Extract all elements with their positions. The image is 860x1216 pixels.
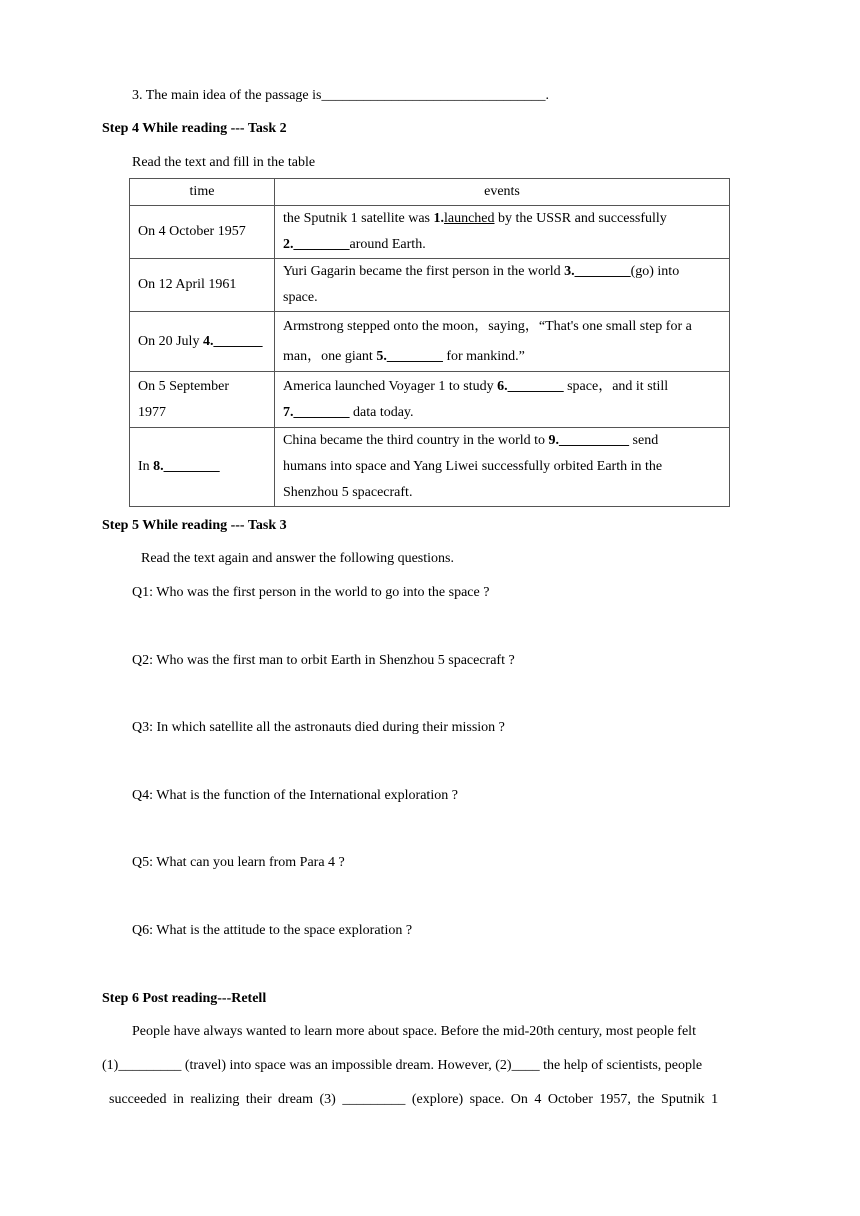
step5-instruction: Read the text again and answer the following questions. bbox=[141, 551, 454, 566]
event-text: Armstrong stepped onto the moon，saying，“That's one small step for a bbox=[283, 318, 692, 334]
blank-8[interactable]: 8.________ bbox=[153, 459, 220, 474]
event-text: data today. bbox=[349, 404, 414, 420]
header-events: events bbox=[275, 179, 730, 206]
blank-9[interactable]: 9.__________ bbox=[548, 433, 630, 448]
step4-instruction: Read the text and fill in the table bbox=[132, 155, 316, 170]
fill-in-table bbox=[129, 178, 730, 507]
blank-number: 1. bbox=[433, 211, 444, 226]
step6-heading: Step 6 Post reading---Retell bbox=[102, 991, 267, 1006]
table-row bbox=[130, 312, 730, 372]
event-text: send bbox=[629, 433, 659, 448]
time-text: On 5 September bbox=[138, 378, 229, 394]
event-text: space，and it still bbox=[563, 378, 669, 394]
retell-line-1: People have always wanted to learn more about space. Before the mid-20th century, most people felt bbox=[132, 1024, 696, 1039]
time-cell: On 4 October 1957 bbox=[130, 206, 275, 259]
question-q2: Q2: Who was the first man to orbit Earth in Shenzhou 5 spacecraft ? bbox=[132, 653, 515, 668]
step4-heading: Step 4 While reading --- Task 2 bbox=[102, 121, 287, 136]
blank-5[interactable]: 5.________ bbox=[376, 348, 443, 364]
event-text: by the USSR and successfully bbox=[494, 211, 667, 226]
retell-line-2: (1)_________ (travel) into space was an impossible dream. However, (2)____ the help of scientists, people bbox=[102, 1058, 703, 1073]
event-text: China became the third country in the world to bbox=[283, 433, 549, 448]
question-q6: Q6: What is the attitude to the space exploration ? bbox=[132, 923, 413, 938]
question-q1: Q1: Who was the first person in the world to go into the space ? bbox=[132, 585, 490, 600]
events-cell bbox=[275, 312, 730, 372]
time-text: 1977 bbox=[138, 404, 166, 420]
events-cell bbox=[275, 206, 730, 259]
time-text: In bbox=[138, 459, 154, 474]
event-text: man，one giant bbox=[283, 348, 377, 364]
question-q5: Q5: What can you learn from Para 4 ? bbox=[132, 855, 345, 870]
event-text: space. bbox=[283, 290, 318, 305]
retell-line-3: succeeded in realizing their dream (3) _________ (explore) space. On 4 October 1957, the Sputnik 1 bbox=[109, 1092, 719, 1107]
time-cell bbox=[130, 312, 275, 372]
main-idea-question: 3. The main idea of the passage is________________________________. bbox=[132, 88, 549, 103]
events-cell bbox=[275, 259, 730, 312]
blank-3[interactable]: 3.________ bbox=[564, 264, 631, 279]
event-text: for mankind.” bbox=[442, 348, 525, 364]
table-row bbox=[130, 372, 730, 428]
event-text: the Sputnik 1 satellite was bbox=[283, 211, 434, 226]
blank-4[interactable]: 4._______ bbox=[202, 333, 263, 349]
time-cell bbox=[130, 428, 275, 507]
table-row bbox=[130, 206, 730, 259]
table-header-row bbox=[130, 179, 730, 206]
event-text: America launched Voyager 1 to study bbox=[283, 378, 498, 394]
example-answer: launched bbox=[443, 211, 495, 226]
events-cell bbox=[275, 372, 730, 428]
blank-7[interactable]: 7.________ bbox=[283, 404, 350, 420]
time-text: On 20 July bbox=[138, 333, 203, 349]
time-cell bbox=[130, 372, 275, 428]
header-time: time bbox=[130, 179, 275, 206]
event-text: Shenzhou 5 spacecraft. bbox=[283, 485, 413, 500]
event-text: (go) into bbox=[630, 264, 680, 279]
events-cell bbox=[275, 428, 730, 507]
time-cell: On 12 April 1961 bbox=[130, 259, 275, 312]
event-text: around Earth. bbox=[349, 237, 426, 252]
table-row bbox=[130, 428, 730, 507]
question-q3: Q3: In which satellite all the astronauts died during their mission ? bbox=[132, 720, 505, 735]
event-text: humans into space and Yang Liwei successfully orbited Earth in the bbox=[283, 459, 663, 474]
step5-heading: Step 5 While reading --- Task 3 bbox=[102, 518, 287, 533]
table-row bbox=[130, 259, 730, 312]
question-q4: Q4: What is the function of the International exploration ? bbox=[132, 788, 458, 803]
blank-6[interactable]: 6.________ bbox=[497, 378, 564, 394]
event-text: Yuri Gagarin became the first person in the world bbox=[283, 264, 565, 279]
blank-2[interactable]: 2.________ bbox=[283, 237, 350, 252]
